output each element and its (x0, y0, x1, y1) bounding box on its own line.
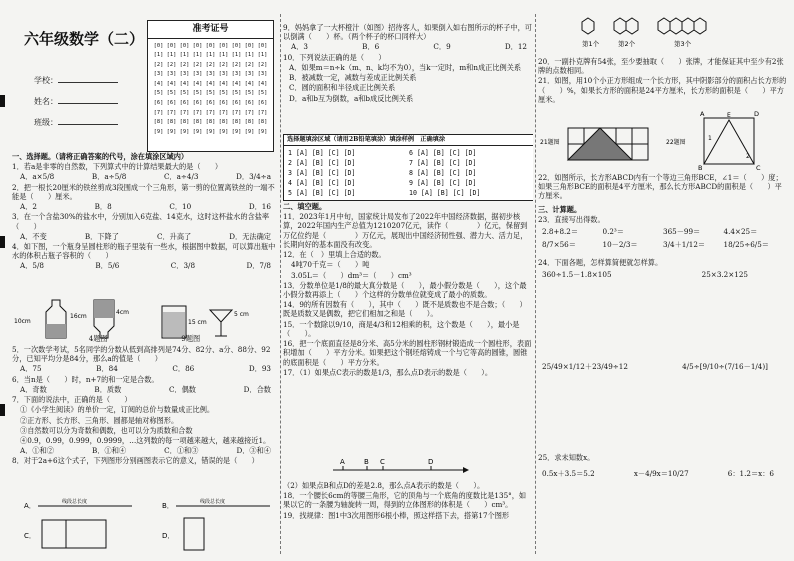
options-5 (12, 364, 277, 373)
answer-row[interactable]: 10 [A] [B] [C] [D] (409, 188, 481, 197)
digit-bubble[interactable]: [6] (179, 100, 190, 107)
simplify-row-2 (538, 362, 788, 371)
digit-bubble[interactable]: [5] (192, 90, 203, 97)
figures-21-22 (538, 110, 788, 172)
answer-row[interactable]: 9 [A] [B] [C] [D] (409, 178, 477, 187)
rect-shape (184, 518, 204, 550)
expr: 25×3.2×125 (701, 269, 748, 279)
digit-bubble[interactable]: [9] (166, 128, 177, 135)
option-10c: C．圆的面积和半径成正比例关系 (289, 83, 396, 93)
digit-bubble[interactable]: [1] (257, 52, 268, 59)
rect-shape (66, 520, 106, 548)
option: B．8 (94, 202, 112, 212)
option-10b: B．被减数一定，减数与差成正比例关系 (289, 73, 417, 83)
answer-row[interactable]: 2 [A] [B] [C] [D] (288, 158, 356, 167)
option: A．3 (291, 42, 308, 52)
question-8: 8．对于2a+6这个式子，下列图形分别画图表示它的意义，错误的是（ ） (12, 456, 259, 466)
options-2 (12, 202, 277, 211)
digit-bubble[interactable]: [8] (192, 119, 203, 126)
digit-bubble[interactable]: [8] (153, 119, 164, 126)
digit-bubble[interactable]: [6] (205, 100, 216, 107)
digit-bubble[interactable]: [3] (257, 71, 268, 78)
label-e: E (727, 112, 731, 119)
digit-bubble[interactable]: [7] (179, 109, 190, 116)
digit-bubble[interactable]: [7] (192, 109, 203, 116)
digit-bubble[interactable]: [8] (218, 119, 229, 126)
answer-row[interactable]: 3 [A] [B] [C] [D] (288, 168, 356, 177)
options-7 (12, 446, 277, 455)
option: A．a×5/8 (20, 172, 55, 182)
digit-bubble[interactable]: [1] (192, 52, 203, 59)
grid-10-squares (568, 128, 648, 160)
digit-bubble[interactable]: [0] (257, 42, 268, 49)
question-18: 18．一个腰长6cm的等腰三角形，它的顶角与一个底角的度数比是135°，如果以它的一条腰为轴旋转一周，得到的立体图形的体积是（ ）cm³。 (283, 491, 527, 510)
digit-bubble[interactable]: [7] (205, 109, 216, 116)
option: A．①和② (20, 446, 54, 456)
option: C．10 (169, 202, 192, 212)
question-20: 20．一副扑克牌有54张，至少要抽取（ ）张牌，才能保证其中至少有2张牌的点数相同。 (538, 57, 784, 76)
question-17: 17．（1）如果点C表示的数是1/3，那么点D表示的数是（ ）。 (283, 367, 493, 377)
option-10a: A．如果m＝n÷k（m、n、k均不为0），当k一定时，m和n成正比例关系 (289, 62, 522, 72)
digit-bubble[interactable]: [4] (218, 80, 229, 87)
digit-bubble[interactable]: [2] (231, 61, 242, 68)
choice-section-2 (12, 344, 277, 467)
digit-bubble[interactable]: [7] (153, 109, 164, 116)
oral-calc-grid (538, 225, 788, 251)
point-d: D (428, 458, 434, 466)
questions-20-21 (538, 56, 788, 105)
digit-bubble[interactable]: [5] (166, 90, 177, 97)
section-heading: 二、填空题。 (283, 202, 327, 211)
digit-bubble[interactable]: [4] (205, 80, 216, 87)
option: D．3/4÷a (236, 172, 271, 182)
option-c-label: C． (24, 532, 36, 540)
option-10d: D．a和b互为倒数，a和b成反比例关系 (289, 93, 414, 103)
option-a-label: A． (24, 502, 36, 510)
question-22: 22．如图所示，长方形ABCD内有一个等边三角形BCE，∠1＝（ ）度；如果三角形BCE的面积是4平方厘米，那么长方形ABCD的面积是（ ）平方厘米。 (538, 173, 783, 201)
digit-bubble[interactable]: [8] (166, 119, 177, 126)
digit-bubble[interactable]: [6] (218, 100, 229, 107)
digit-bubble[interactable]: [4] (153, 80, 164, 87)
digit-bubble[interactable]: [8] (179, 119, 190, 126)
option: D．7/8 (246, 261, 271, 271)
binding-mark (0, 236, 5, 248)
expr: 4/5÷[9/10÷(7/16－1/4)] (682, 362, 768, 371)
number-line (283, 456, 533, 478)
label-2: 2 (746, 153, 750, 160)
question-1: 1．若a是非零的自然数，下列算式中的计算结果最大的是（ ） (12, 162, 223, 172)
statement-2: ②正方形、长方形、三角形、圆都是轴对称图形。 (20, 415, 179, 425)
question-23: 23．直接写出得数。 (538, 214, 605, 224)
digit-bubble[interactable]: [7] (244, 109, 255, 116)
calc-item: 4.4×25＝ (723, 227, 758, 237)
calc-item: 3/4＋1/12＝ (663, 240, 706, 250)
digit-bubble[interactable]: [5] (231, 90, 242, 97)
figure-1-label: 第1个 (582, 40, 600, 48)
segment-label: 线段总长度 (62, 499, 88, 505)
digit-bubble[interactable]: [1] (166, 52, 177, 59)
label-d: D (754, 110, 760, 118)
digit-bubble[interactable]: [8] (231, 119, 242, 126)
digit-bubble[interactable]: [1] (218, 52, 229, 59)
digit-bubble[interactable]: [5] (218, 90, 229, 97)
calc-item: 8/7×56＝ (542, 240, 576, 250)
question-14: 14．9的所有因数有（ ），其中（ ）既不是质数也不是合数；（ ）既是质数又是偶数，把它们相加之和是（ ）。 (283, 300, 527, 319)
figure-captions (12, 334, 277, 343)
option: D．无法确定 (229, 231, 271, 241)
hexagon-icon (658, 18, 670, 34)
digit-bubble[interactable]: [6] (244, 100, 255, 107)
option: A．不变 (20, 231, 47, 241)
digit-bubble[interactable]: [1] (153, 52, 164, 59)
admission-number-box[interactable] (147, 20, 274, 152)
question-2: 2．把一根长20厘米的铁丝剪成3段围成一个三角形，第一剪的位置离铁丝的一端不能是（ ）厘米。 (12, 182, 275, 201)
digit-bubble[interactable]: [3] (192, 71, 203, 78)
option: B．84 (96, 364, 118, 374)
digit-bubble[interactable]: [3] (244, 71, 255, 78)
question-25: 25．求未知数x。 (538, 453, 595, 462)
digit-bubble[interactable]: [7] (166, 109, 177, 116)
digit-bubble[interactable]: [3] (166, 71, 177, 78)
digit-bubble[interactable]: [7] (257, 109, 268, 116)
choice-section (12, 150, 277, 271)
expr: 25/49×1/12＋23/49÷12 (542, 362, 628, 371)
question-12: 12．在（ ）里填上合适的数。 (283, 250, 386, 260)
digit-bubble[interactable]: [3] (179, 71, 190, 78)
caption-4: 4题图 (88, 334, 108, 343)
options-3 (12, 232, 277, 241)
digit-bubble[interactable]: [3] (153, 71, 164, 78)
column-divider (535, 14, 536, 554)
exam-title: 六年级数学（二） (24, 30, 145, 48)
expr: 360÷1.5－1.8×105 (542, 269, 612, 279)
dim-15cm: 15 cm (188, 319, 207, 326)
question-10: 10．下列说法正确的是（ ） (283, 52, 386, 62)
digit-bubble[interactable]: [6] (166, 100, 177, 107)
question-3: 3．在一个含盐30%的盐水中，分别加入6克盐、14克水，这时这杯盐水的含盐率（ ） (12, 212, 270, 231)
digit-bubble[interactable]: [9] (153, 128, 164, 135)
digit-bubble[interactable]: [3] (218, 71, 229, 78)
question-12a: 4吨70千克＝（ ）吨 (291, 260, 370, 270)
option: B．5/6 (95, 261, 120, 271)
option: A．奇数 (20, 384, 47, 394)
equation: x－4/9x＝10/27 (633, 469, 689, 479)
option: B．下降了 (84, 231, 119, 241)
option: C．9 (433, 42, 451, 52)
digit-bubble[interactable]: [8] (244, 119, 255, 126)
fill-section-2 (283, 480, 533, 521)
digit-bubble[interactable]: [0] (244, 42, 255, 49)
option: C．86 (172, 364, 195, 374)
hexagon-icon (694, 18, 706, 34)
digit-bubble[interactable]: [2] (205, 61, 216, 68)
digit-bubble[interactable]: [5] (257, 90, 268, 97)
option-d-label: D． (162, 532, 175, 540)
digit-bubble[interactable]: [0] (153, 42, 164, 49)
question-17b: （2）如果点B和点D的差是2.8，那么点A表示的数是（ ）。 (283, 481, 485, 490)
label-1: 1 (708, 135, 712, 142)
equation-section (538, 452, 788, 478)
option: B．a÷5/8 (91, 172, 127, 182)
hexagon-icon (626, 18, 638, 34)
digit-bubble[interactable]: [4] (166, 80, 177, 87)
digit-bubble[interactable]: [9] (192, 128, 203, 135)
option: C．a÷4/3 (163, 172, 199, 182)
option: D．③和④ (236, 446, 271, 456)
digit-bubble[interactable]: [4] (192, 80, 203, 87)
digit-bubble[interactable]: [4] (231, 80, 242, 87)
question-19: 19．找规律：图1中3次用图形6根小棒，照这样搭下去，搭第17个图形 (283, 510, 510, 520)
question-12b: 3.05L＝（ ）dm³＝（ ）cm³ (291, 270, 412, 280)
option: A．75 (20, 364, 42, 374)
digit-bubble[interactable]: [0] (218, 42, 229, 49)
dim-10cm: 10cm (14, 318, 31, 325)
digit-bubble[interactable]: [2] (192, 61, 203, 68)
hexagon-pattern (538, 14, 788, 54)
question-24: 24．下面各题，怎样算简便就怎样算。 (538, 257, 663, 267)
calc-item: 10－2/3＝ (602, 240, 638, 250)
answer-row[interactable]: 1 [A] [B] [C] [D] (288, 148, 356, 157)
question-6: 6．当n是（ ）时，n+7的和一定是合数。 (12, 374, 159, 384)
label-c: C (756, 164, 761, 172)
figure-2-label: 第2个 (618, 40, 636, 48)
class-field[interactable]: 班级： (34, 116, 118, 128)
fig21-caption: 21题图 (540, 139, 560, 146)
binding-mark (0, 404, 5, 416)
question-13: 13．分数单位是1/8的最大真分数是（ ），最小假分数是（ ），这个最小假分数再添上（ ）个这样的分数单位就变成了最小的质数。 (283, 280, 527, 299)
digit-bubble[interactable]: [0] (166, 42, 177, 49)
digit-bubble[interactable]: [8] (205, 119, 216, 126)
digit-bubble[interactable]: [0] (179, 42, 190, 49)
rect-shape (42, 520, 66, 548)
digit-bubble[interactable]: [9] (179, 128, 190, 135)
answer-row[interactable]: 4 [A] [B] [C] [D] (288, 178, 356, 187)
option: D．16 (248, 202, 271, 212)
small-glass-icon (210, 310, 232, 336)
digit-bubble[interactable]: [1] (205, 52, 216, 59)
digit-bubble[interactable]: [9] (244, 128, 255, 135)
digit-bubble[interactable]: [5] (244, 90, 255, 97)
hexagon-icon (582, 18, 594, 34)
caption-9: 9题图 (181, 334, 201, 343)
point-a: A (340, 458, 345, 466)
question-9: 9．妈妈拿了一大杯橙汁（如图）招待客人，如果倒入如右图所示的杯子中，可以倒满（ ）杯。（两个杯子的杯口同样大） (283, 23, 532, 42)
digit-bubble[interactable]: [2] (179, 61, 190, 68)
digit-bubble[interactable]: [5] (205, 90, 216, 97)
option: C．偶数 (168, 384, 196, 394)
option: D．12 (504, 42, 527, 52)
option: C．升高了 (156, 231, 192, 241)
digit-bubble[interactable]: [2] (218, 61, 229, 68)
dim-4cm: 4cm (116, 309, 129, 316)
calc-item: 2.8+8.2＝ (542, 227, 579, 237)
hexagon-icon (682, 18, 694, 34)
digit-bubble[interactable]: [4] (257, 80, 268, 87)
question-4: 4．如下图，一个瓶身呈圆柱形的瓶子里装有一些水，根据图中数据，可以算出瓶中水的体积占瓶子容积的（ ） (12, 241, 276, 261)
question-15: 15．一个数除以9/10，商是4/3和12相乘的积，这个数是（ ），最小是（ ）。 (283, 319, 520, 338)
figure-3-label: 第3个 (674, 40, 692, 48)
option-b-label: B． (162, 502, 174, 510)
calc-item: 18/25÷6/5＝ (723, 240, 769, 250)
column-1 (12, 0, 277, 561)
option: D．合数 (243, 384, 271, 394)
question-9-block (283, 22, 533, 104)
digit-bubble[interactable]: [6] (257, 100, 268, 107)
option: B．6 (362, 42, 380, 52)
simplify-row-1 (538, 268, 788, 279)
digit-bubble[interactable]: [0] (231, 42, 242, 49)
question-16: 16．把一个底面直径是8分米、高5分米的圆柱形钢材锻造成一个圆柱形，表面积增加（ ）平方分米。如果把这个钢坯熔铸成一个与它等高的圆锥，圆锥的底面积是（ ）平方分米。 (283, 339, 532, 367)
label-a: A (700, 110, 705, 118)
option: B．①和④ (92, 446, 127, 456)
school-field[interactable]: 学校： (34, 74, 118, 86)
answer-row[interactable]: 8 [A] [B] [C] [D] (409, 168, 477, 177)
calc-item: 365－99＝ (663, 227, 701, 237)
equation: 6：1.2＝x：6 (727, 469, 774, 479)
digit-bubble[interactable]: [0] (205, 42, 216, 49)
digit-bubble[interactable]: [1] (231, 52, 242, 59)
digit-bubble[interactable]: [9] (218, 128, 229, 135)
digit-bubble[interactable]: [3] (231, 71, 242, 78)
column-2 (283, 0, 533, 561)
answer-row[interactable]: 5 [A] [B] [C] [D] (288, 188, 356, 197)
digit-bubble[interactable]: [3] (205, 71, 216, 78)
binding-mark (0, 95, 5, 107)
name-field[interactable]: 姓名： (34, 95, 118, 107)
answer-sheet-header: 选择题填涂区域（请用2B铅笔填涂）填涂样例 正确填涂 (284, 135, 533, 146)
digit-bubble[interactable]: [4] (179, 80, 190, 87)
digit-bubble[interactable]: [7] (218, 109, 229, 116)
digit-bubble[interactable]: [2] (257, 61, 268, 68)
section-heading: 三、计算题。 (538, 204, 582, 214)
segment-label: 线段总长度 (200, 499, 226, 505)
options-9 (283, 42, 533, 51)
option: D．93 (248, 364, 271, 374)
hexagon-icon (614, 18, 626, 34)
digit-bubble[interactable]: [4] (244, 80, 255, 87)
statement-3: ③自然数可以分为奇数和偶数，也可以分为质数和合数 (20, 425, 193, 435)
digit-bubble[interactable]: [5] (153, 90, 164, 97)
label-b: B (698, 164, 703, 172)
digit-bubble[interactable]: [1] (244, 52, 255, 59)
digit-bubble[interactable]: [2] (153, 61, 164, 68)
digit-bubble[interactable]: [7] (231, 109, 242, 116)
options-1 (12, 172, 277, 181)
option: B．质数 (94, 384, 122, 394)
option: C．3/8 (170, 261, 196, 271)
digit-bubble[interactable]: [9] (205, 128, 216, 135)
digit-bubble[interactable]: [6] (153, 100, 164, 107)
digit-bubble[interactable]: [0] (192, 42, 203, 49)
calc-section (538, 172, 788, 279)
option: A．5/8 (20, 261, 44, 271)
question-7: 7．下面的说法中，正确的是（ ） (12, 395, 132, 405)
digit-bubble[interactable]: [8] (257, 119, 268, 126)
equation-row (538, 463, 788, 478)
calc-item: 0.2³＝ (602, 227, 624, 237)
dim-5cm: 5 cm (234, 311, 249, 318)
statement-4: ④0.9，0.99，0.999，0.9999，…这列数的每一项越来越大，越来越接近1。 (20, 435, 271, 445)
column-divider (280, 14, 281, 554)
statement-1: ①《小学生阅读》的单价一定，订阅的总价与数量成正比例。 (20, 405, 215, 415)
hexagon-icon (670, 18, 682, 34)
question-11: 11．2023年1月中旬，国家统计局发布了2022年中国经济数据，据初步核算，2022年国内生产总值为1210207亿元，读作（ ）亿元，保留到万亿位约是（ ）万亿元，展现出中国经济韧性强、潜力大、活力足，长期向好的基本面没有改变。 (283, 212, 528, 249)
water-fill (94, 300, 114, 318)
digit-bubble[interactable]: [9] (257, 128, 268, 135)
point-c: C (380, 458, 385, 466)
option: A．2 (20, 202, 37, 212)
digit-bubble[interactable]: [5] (179, 90, 190, 97)
answer-sheet[interactable] (283, 134, 533, 201)
answer-row[interactable]: 7 [A] [B] [C] [D] (409, 158, 477, 167)
digit-bubble[interactable]: [2] (244, 61, 255, 68)
arrow-icon (463, 467, 469, 473)
answer-bubbles[interactable] (284, 146, 533, 200)
digit-bubble[interactable]: [2] (166, 61, 177, 68)
section-heading: 一、选择题。（请将正确答案的代号，涂在填涂区域内） (12, 152, 189, 161)
question-5: 5．一次数学考试，5名同学的分数从低到高排列是74分、82分、a分、88分、92分，已知平均分是84分，那么a的值是（ ） (12, 345, 271, 364)
admission-bubbles[interactable] (148, 39, 273, 141)
answer-row[interactable]: 6 [A] [B] [C] [D] (409, 148, 477, 157)
fill-section (283, 200, 533, 378)
dim-16cm: 16cm (70, 313, 87, 320)
digit-bubble[interactable]: [9] (231, 128, 242, 135)
fig22-caption: 22题图 (666, 139, 686, 146)
column-3 (538, 0, 788, 561)
equation: 0.5x＋3.5＝5.2 (542, 469, 595, 479)
digit-bubble[interactable]: [6] (192, 100, 203, 107)
options-4 (12, 261, 277, 270)
digit-bubble[interactable]: [6] (231, 100, 242, 107)
figure-8-options (12, 494, 277, 556)
question-21: 21．如图，用10个小正方形组成一个长方形，其中阴影部分的面积占长方形的（ ）%，如果长方形的面积是24平方厘米，长方形的面积是（ ）平方厘米。 (538, 76, 787, 104)
option: C．①和③ (164, 446, 199, 456)
admission-title: 准考证号 (148, 21, 273, 39)
digit-bubble[interactable]: [1] (179, 52, 190, 59)
options-6 (12, 385, 277, 394)
point-b: B (364, 458, 369, 466)
